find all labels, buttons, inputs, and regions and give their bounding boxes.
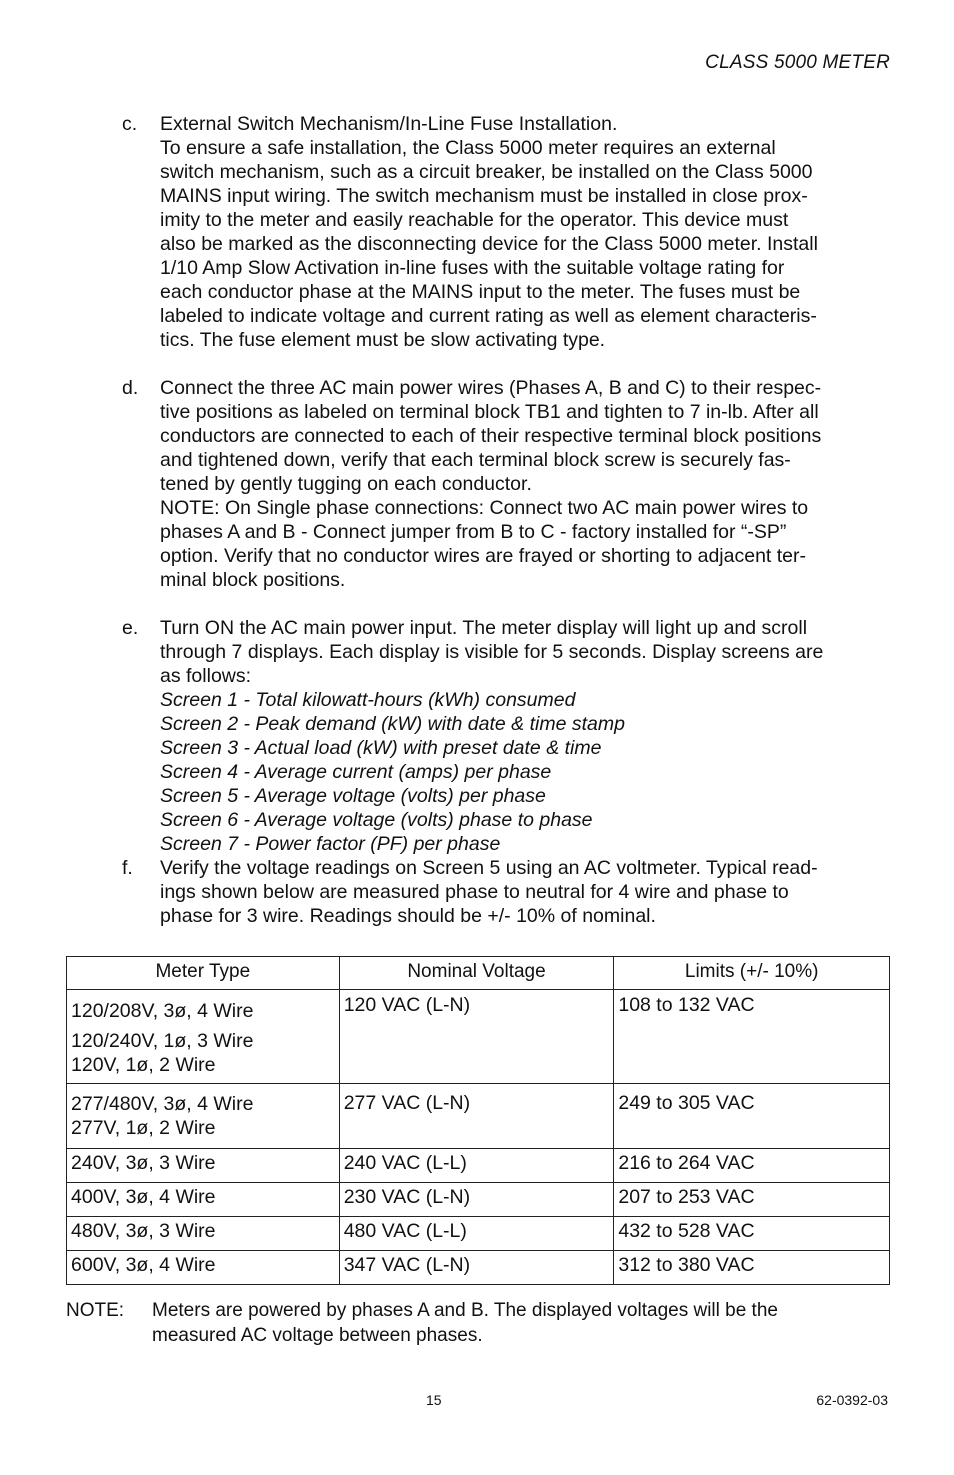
text-line: To ensure a safe installation, the Class 5000 meter requires an external <box>160 137 776 159</box>
meter-type-cell <box>67 1084 340 1149</box>
meter-type: 120/208V, 3ø, 4 Wire <box>71 1000 254 1022</box>
limits-cell: 249 to 305 VAC <box>614 1084 890 1149</box>
text-line: switch mechanism, such as a circuit breaker, be installed on the Class 5000 <box>160 161 813 183</box>
step-d <box>122 376 892 592</box>
text-line: and tightened down, verify that each terminal block screw is securely fas- <box>160 449 791 471</box>
table-row <box>67 1217 890 1251</box>
screen-description: Screen 1 - Total kilowatt-hours (kWh) consumed <box>160 689 576 711</box>
text-line: phases A and B - Connect jumper from B to C - factory installed for “-SP” <box>160 521 787 543</box>
step-text <box>160 616 892 856</box>
meter-type-cell: 480V, 3ø, 3 Wire <box>67 1217 340 1251</box>
nominal-voltage-cell: 230 VAC (L-N) <box>339 1183 614 1217</box>
table-row <box>67 990 890 1084</box>
step-marker: f. <box>122 857 133 879</box>
text-line: phase for 3 wire. Readings should be +/- 10% of nominal. <box>160 905 656 927</box>
text-line: tened by gently tugging on each conductor. <box>160 473 532 495</box>
limits-cell: 312 to 380 VAC <box>614 1251 890 1285</box>
text-line: tive positions as labeled on terminal block TB1 and tighten to 7 in-lb. After all <box>160 401 819 423</box>
text-line: Meters are powered by phases A and B. The displayed voltages will be the <box>152 1300 778 1321</box>
step-text <box>160 376 892 592</box>
text-line: as follows: <box>160 665 252 687</box>
screen-description: Screen 7 - Power factor (PF) per phase <box>160 833 501 855</box>
text-line: Verify the voltage readings on Screen 5 using an AC voltmeter. Typical read- <box>160 857 818 879</box>
text-line: measured AC voltage between phases. <box>152 1325 483 1346</box>
column-header: Nominal Voltage <box>339 957 614 990</box>
screen-description: Screen 3 - Actual load (kW) with preset date & time <box>160 737 602 759</box>
text-line: imity to the meter and easily reachable for the operator. This device must <box>160 209 789 231</box>
screen-description: Screen 5 - Average voltage (volts) per phase <box>160 785 546 807</box>
limits-cell: 432 to 528 VAC <box>614 1217 890 1251</box>
text-line: option. Verify that no conductor wires are frayed or shorting to adjacent ter- <box>160 545 807 567</box>
meter-type-cell: 600V, 3ø, 4 Wire <box>67 1251 340 1285</box>
table-row <box>67 1251 890 1285</box>
screen-description: Screen 6 - Average voltage (volts) phase to phase <box>160 809 593 831</box>
step-marker: e. <box>122 617 139 639</box>
meter-type-cell <box>67 990 340 1084</box>
table-row <box>67 1149 890 1183</box>
text-line: NOTE: On Single phase connections: Connect two AC main power wires to <box>160 497 809 519</box>
text-line: labeled to indicate voltage and current rating as well as element characteris- <box>160 305 817 327</box>
document-number: 62-0392-03 <box>816 1392 888 1408</box>
table-header-row <box>67 957 890 990</box>
step-marker: c. <box>122 113 138 135</box>
meter-type-cell: 400V, 3ø, 4 Wire <box>67 1183 340 1217</box>
text-line: Turn ON the AC main power input. The meter display will light up and scroll <box>160 617 808 639</box>
screen-description: Screen 2 - Peak demand (kW) with date & time stamp <box>160 713 625 735</box>
voltage-table <box>66 956 890 1285</box>
page-number: 15 <box>426 1392 442 1408</box>
screen-description: Screen 4 - Average current (amps) per phase <box>160 761 552 783</box>
table-row <box>67 1084 890 1149</box>
instructions <box>122 112 892 928</box>
note-text <box>152 1298 896 1348</box>
meter-type: 120V, 1ø, 2 Wire <box>71 1054 216 1076</box>
nominal-voltage-cell: 277 VAC (L-N) <box>339 1084 614 1149</box>
step-e <box>122 616 892 856</box>
limits-cell: 108 to 132 VAC <box>614 990 890 1084</box>
nominal-voltage-cell: 347 VAC (L-N) <box>339 1251 614 1285</box>
table-row <box>67 1183 890 1217</box>
text-line: conductors are connected to each of their respective terminal block positions <box>160 425 822 447</box>
text-line: MAINS input wiring. The switch mechanism must be installed in close prox- <box>160 185 808 207</box>
text-line: ings shown below are measured phase to neutral for 4 wire and phase to <box>160 881 789 903</box>
nominal-voltage-cell: 480 VAC (L-L) <box>339 1217 614 1251</box>
text-line: tics. The fuse element must be slow activating type. <box>160 329 606 351</box>
limits-cell: 207 to 253 VAC <box>614 1183 890 1217</box>
step-text <box>160 856 892 928</box>
meter-type: 277/480V, 3ø, 4 Wire <box>71 1093 254 1115</box>
text-line: External Switch Mechanism/In-Line Fuse Installation. <box>160 113 618 135</box>
column-header: Meter Type <box>67 957 340 990</box>
meter-type: 120/240V, 1ø, 3 Wire <box>71 1030 254 1052</box>
text-line: each conductor phase at the MAINS input to the meter. The fuses must be <box>160 281 801 303</box>
note-label: NOTE: <box>66 1300 125 1321</box>
step-f <box>122 856 892 928</box>
nominal-voltage-cell: 120 VAC (L-N) <box>339 990 614 1084</box>
text-line: 1/10 Amp Slow Activation in-line fuses with the suitable voltage rating for <box>160 257 785 279</box>
nominal-voltage-cell: 240 VAC (L-L) <box>339 1149 614 1183</box>
meter-type-cell: 240V, 3ø, 3 Wire <box>67 1149 340 1183</box>
text-line: also be marked as the disconnecting device for the Class 5000 meter. Install <box>160 233 818 255</box>
text-line: Connect the three AC main power wires (Phases A, B and C) to their respec- <box>160 377 822 399</box>
text-line: through 7 displays. Each display is visible for 5 seconds. Display screens are <box>160 641 824 663</box>
step-text <box>160 112 892 352</box>
bottom-note <box>66 1298 896 1348</box>
meter-type: 277V, 1ø, 2 Wire <box>71 1117 216 1139</box>
text-line: minal block positions. <box>160 569 346 591</box>
step-c <box>122 112 892 352</box>
column-header: Limits (+/- 10%) <box>614 957 890 990</box>
page-header-title: CLASS 5000 METER <box>705 52 890 73</box>
limits-cell: 216 to 264 VAC <box>614 1149 890 1183</box>
step-marker: d. <box>122 377 139 399</box>
